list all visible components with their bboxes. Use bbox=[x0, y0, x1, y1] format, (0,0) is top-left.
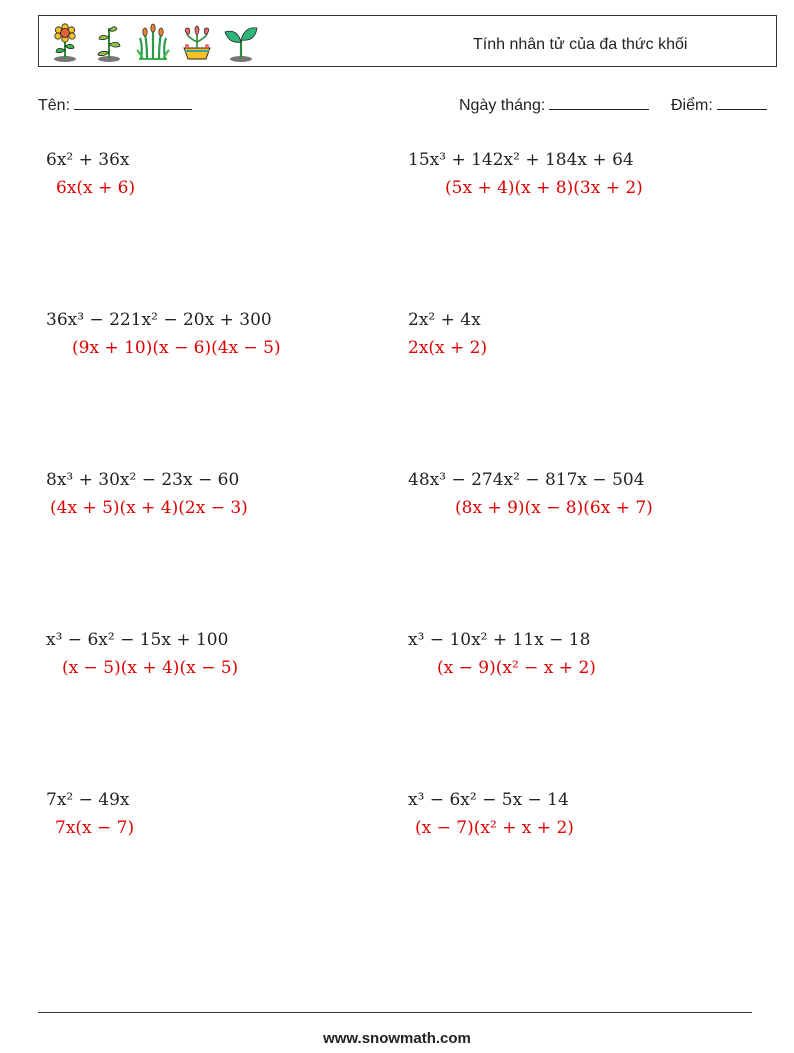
problem-question: x³ − 6x² − 5x − 14 bbox=[408, 790, 569, 810]
problem-6 bbox=[408, 470, 653, 518]
problem-question: 15x³ + 142x² + 184x + 64 bbox=[408, 150, 634, 170]
problem-answer: 7x(x − 7) bbox=[55, 818, 135, 838]
problem-3 bbox=[46, 310, 281, 358]
problem-9 bbox=[46, 790, 134, 838]
problem-answer: 2x(x + 2) bbox=[408, 338, 488, 358]
problem-answer: (x − 5)(x + 4)(x − 5) bbox=[62, 658, 239, 678]
problem-8 bbox=[408, 630, 596, 678]
problem-question: 6x² + 36x bbox=[46, 150, 130, 170]
seedling-icon bbox=[223, 22, 259, 62]
problem-question: x³ − 10x² + 11x − 18 bbox=[408, 630, 591, 650]
problem-answer: (8x + 9)(x − 8)(6x + 7) bbox=[455, 498, 653, 518]
grass-plant-icon bbox=[135, 22, 171, 62]
problem-question: 8x³ + 30x² − 23x − 60 bbox=[46, 470, 240, 490]
score-blank bbox=[717, 95, 767, 110]
problem-answer: (5x + 4)(x + 8)(3x + 2) bbox=[445, 178, 643, 198]
worksheet-header bbox=[38, 15, 777, 67]
problem-answer: (9x + 10)(x − 6)(4x − 5) bbox=[72, 338, 281, 358]
problem-5 bbox=[46, 470, 248, 518]
score-label: Điểm: bbox=[671, 97, 713, 114]
problem-answer: (x − 7)(x² + x + 2) bbox=[415, 818, 574, 838]
problem-2 bbox=[408, 150, 643, 198]
problem-answer: 6x(x + 6) bbox=[56, 178, 136, 198]
problem-7 bbox=[46, 630, 238, 678]
sprout-icon bbox=[91, 22, 127, 62]
problem-10 bbox=[408, 790, 574, 838]
date-blank bbox=[549, 95, 649, 110]
name-label: Tên: bbox=[38, 97, 71, 114]
problem-question: 7x² − 49x bbox=[46, 790, 130, 810]
problem-question: 36x³ − 221x² − 20x + 300 bbox=[46, 310, 272, 330]
score-field bbox=[671, 95, 767, 115]
name-blank bbox=[74, 95, 192, 110]
date-field bbox=[459, 95, 649, 115]
problem-question: 48x³ − 274x² − 817x − 504 bbox=[408, 470, 645, 490]
date-label: Ngày tháng: bbox=[459, 97, 546, 114]
problem-question: 2x² + 4x bbox=[408, 310, 481, 330]
flower-pot-icon bbox=[179, 22, 215, 62]
problem-answer: (4x + 5)(x + 4)(2x − 3) bbox=[50, 498, 248, 518]
sunflower-icon bbox=[47, 22, 83, 62]
problem-1 bbox=[46, 150, 135, 198]
footer-divider bbox=[38, 1012, 752, 1013]
worksheet-title: Tính nhân tử của đa thức khối bbox=[473, 36, 688, 53]
problem-4 bbox=[408, 310, 487, 358]
problem-question: x³ − 6x² − 15x + 100 bbox=[46, 630, 229, 650]
footer-website: www.snowmath.com bbox=[323, 1030, 471, 1047]
name-field bbox=[38, 95, 192, 115]
problem-answer: (x − 9)(x² − x + 2) bbox=[437, 658, 596, 678]
